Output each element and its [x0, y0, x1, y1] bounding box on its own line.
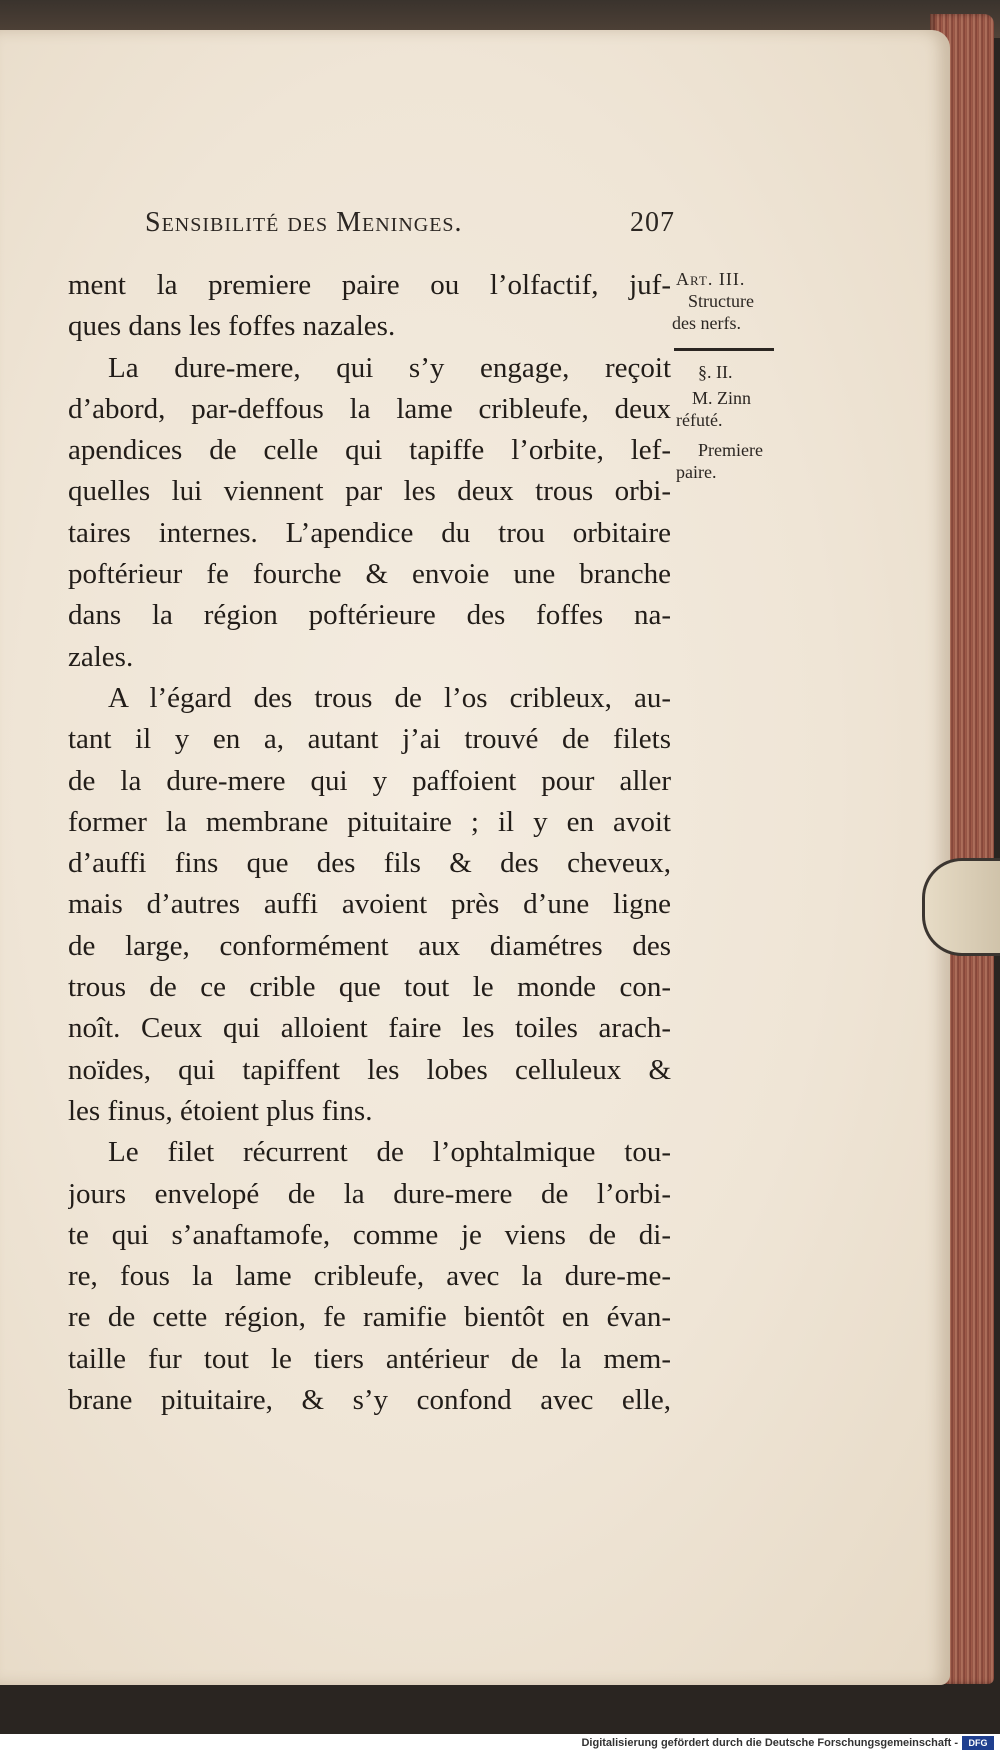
margin-rule — [674, 348, 774, 351]
text-line: jours envelopé de la dure-mere de l’orbi- — [68, 1177, 671, 1210]
text-line: taille fur tout le tiers antérieur de la mem- — [68, 1342, 671, 1375]
margin-note-section: §. II. — [698, 362, 733, 382]
text-line: mais d’autres auffi avoient près d’une ligne — [68, 888, 671, 921]
dfg-logo: DFG — [962, 1736, 994, 1750]
text-line: noît. Ceux qui alloient faire les toiles arach- — [68, 1012, 671, 1045]
text-line: d’abord, par-deffous la lame cribleufe, deux — [68, 392, 671, 425]
text-line: ment la premiere paire ou l’olfactif, juf- — [68, 269, 671, 301]
text-line: d’auffi fins que des fils & des cheveux, — [68, 847, 671, 880]
margin-note-premiere: Premiere — [698, 440, 763, 460]
text-line: trous de ce crible que tout le monde con- — [68, 971, 671, 1004]
text-line: Le filet récurrent de l’ophtalmique tou- — [108, 1136, 671, 1169]
margin-note-article: Art. III. — [676, 269, 746, 289]
text-line: noïdes, qui tapiffent les lobes celluleux & — [68, 1053, 671, 1086]
text-line: ques dans les foffes nazales. — [68, 310, 396, 343]
text-line: zales. — [68, 640, 134, 673]
page-number: 207 — [630, 207, 675, 238]
margin-note-structure: Structure — [688, 291, 754, 311]
text-line: brane pituitaire, & s’y confond avec elle, — [68, 1384, 671, 1417]
text-line: quelles lui viennent par les deux trous orbi- — [68, 475, 671, 508]
margin-note-refute: réfuté. — [676, 410, 723, 430]
text-line: taires internes. L’apendice du trou orbitaire — [68, 516, 671, 549]
running-header — [145, 207, 675, 239]
book-clasp — [922, 858, 1000, 956]
margin-note-des-nerfs: des nerfs. — [672, 313, 741, 333]
margin-note-zinn: M. Zinn — [692, 388, 752, 408]
body-text — [68, 265, 671, 1421]
text-line: les finus, étoient plus fins. — [68, 1094, 373, 1127]
text-line: tant il y en a, autant j’ai trouvé de filets — [68, 723, 671, 756]
text-line: de large, conformément aux diamétres des — [68, 929, 671, 962]
text-line: re de cette région, fe ramifie bientôt en évan- — [68, 1301, 671, 1334]
text-line: apendices de celle qui tapiffe l’orbite, lef- — [68, 434, 671, 467]
text-line: La dure-mere, qui s’y engage, reçoit — [108, 351, 671, 384]
text-line: former la membrane pituitaire ; il y en avoit — [68, 805, 671, 838]
margin-note-paire: paire. — [676, 462, 717, 482]
footer-credit: Digitalisierung gefördert durch die Deutsche Forschungsgemeinschaft - — [581, 1737, 958, 1749]
text-line: poftérieur fe fourche & envoie une branche — [68, 558, 671, 591]
margin-notes — [672, 268, 790, 483]
text-line: te qui s’anaftamofe, comme je viens de di- — [68, 1218, 671, 1251]
running-title: Sensibilité des Meninges. — [145, 207, 463, 238]
text-line: dans la région poftérieure des foffes na- — [68, 599, 671, 632]
text-line: de la dure-mere qui y paffoient pour aller — [68, 764, 671, 797]
text-line: re, fous la lame cribleufe, avec la dure-me- — [68, 1260, 671, 1293]
text-line: A l’égard des trous de l’os cribleux, au- — [108, 681, 671, 714]
